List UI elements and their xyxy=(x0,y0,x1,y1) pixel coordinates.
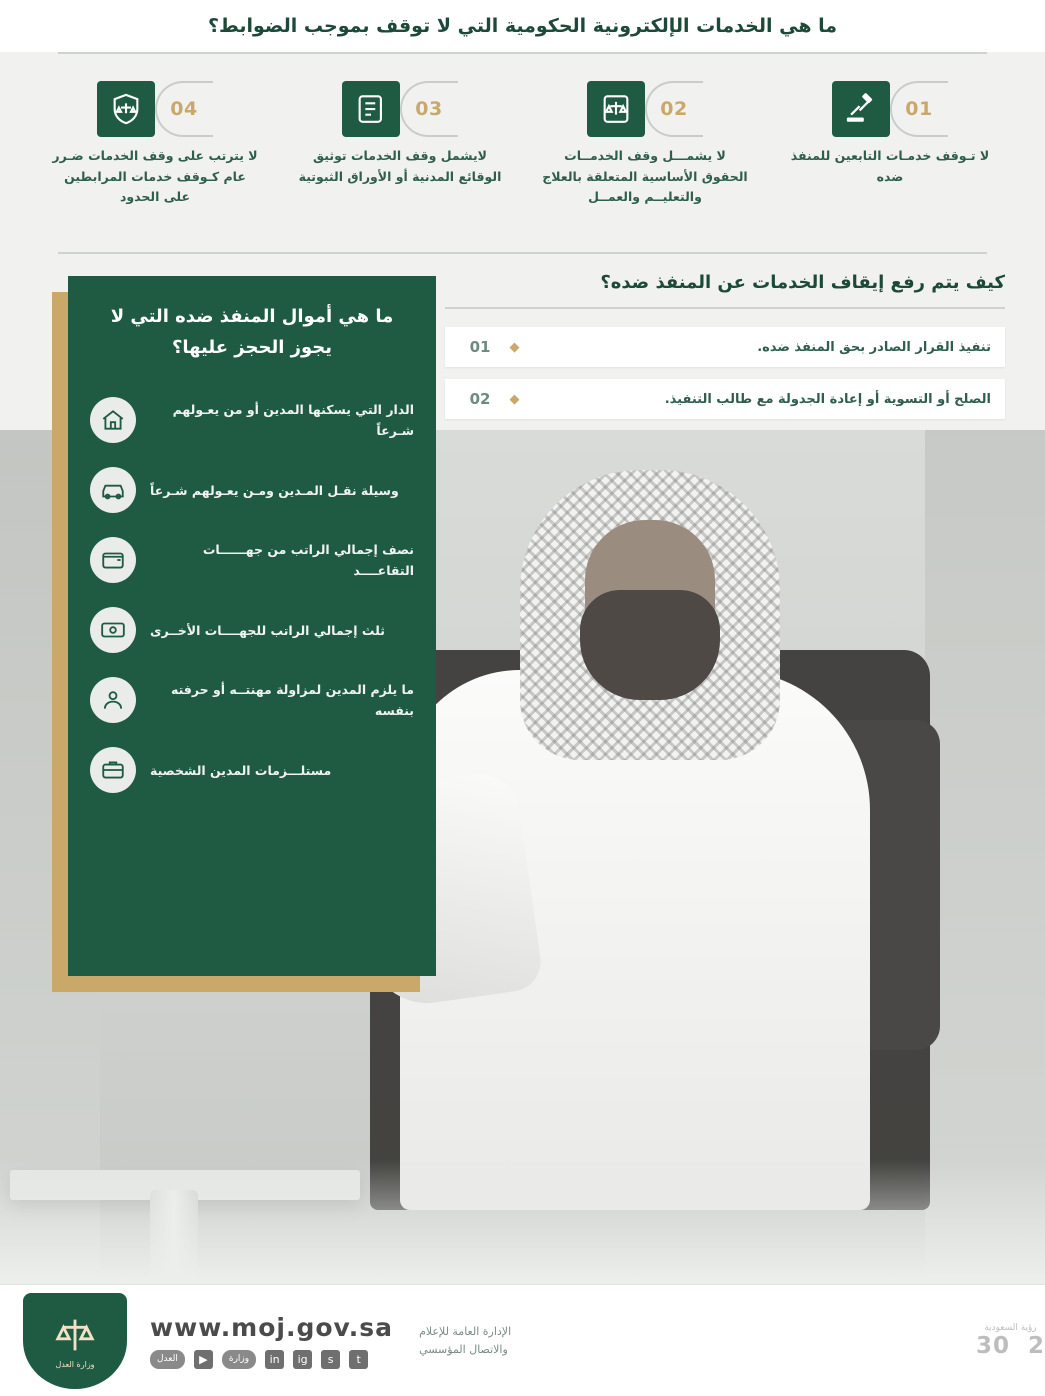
info-card-text: لا يترتب على وقف الخدمات ضـرر عام كـوقف خدمات المرابطين على الحدود xyxy=(52,148,258,205)
footer-content xyxy=(150,1313,936,1369)
footer-org-block xyxy=(419,1323,511,1358)
social-links xyxy=(150,1350,368,1369)
step-number: 01 xyxy=(469,338,491,356)
list-item-label: ثلث إجمالي الراتب للجهــــات الأخــرى xyxy=(150,622,385,638)
photo-person-beard xyxy=(580,590,720,700)
list-item-label: مستلـــزمات المدين الشخصية xyxy=(150,762,332,778)
info-card-header xyxy=(320,78,480,140)
step-item[interactable] xyxy=(445,379,1005,419)
number-arc xyxy=(400,81,458,137)
steps-title: كيف يتم رفع إيقاف الخدمات عن المنفذ ضده؟ xyxy=(600,272,1005,293)
scales-icon xyxy=(52,1312,98,1358)
youtube-icon[interactable]: ▶ xyxy=(194,1350,213,1369)
list-item xyxy=(90,467,414,513)
info-card-text: لايشمل وقف الخدمات توثيق الوقائع المدنية أو الأوراق الثبوتية xyxy=(298,148,502,184)
list-item xyxy=(90,747,414,793)
info-card-number: 03 xyxy=(415,98,443,120)
house-icon xyxy=(90,397,136,443)
list-item xyxy=(90,537,414,583)
diamond-icon: ◆ xyxy=(509,339,520,355)
emblem-label: وزارة العدل xyxy=(55,1360,95,1369)
info-card-number: 02 xyxy=(660,98,688,120)
list-item-label: نصف إجمالي الراتب من جهــــــات التقاعــــد xyxy=(202,541,414,579)
wallet-icon xyxy=(90,537,136,583)
list-item xyxy=(90,607,414,653)
shield-scales-icon xyxy=(97,81,155,137)
info-card xyxy=(40,78,270,238)
info-card-number-wrap xyxy=(400,81,458,137)
info-card-header xyxy=(565,78,725,140)
green-panel-title: ما هي أموال المنفذ ضده التي لا يجوز الحجز عليها؟ xyxy=(110,306,394,358)
section-divider xyxy=(58,252,987,254)
green-panel xyxy=(68,276,436,976)
car-icon xyxy=(90,467,136,513)
footer-website-block xyxy=(150,1313,393,1369)
info-card-number-wrap xyxy=(155,81,213,137)
briefcase-icon xyxy=(90,747,136,793)
green-panel-list xyxy=(68,397,436,793)
step-text: الصلح أو التسوية أو إعادة الجدولة مع طالب التنفيذ. xyxy=(664,391,991,407)
worker-icon xyxy=(90,677,136,723)
vision-number: 2 30 xyxy=(975,1332,1045,1359)
info-card xyxy=(530,78,760,238)
top-cards-row xyxy=(40,78,1005,238)
list-item-label: ما يلزم المدين لمزاولة مهنتــه أو حرفته بنفسه xyxy=(170,681,414,719)
gavel-icon xyxy=(832,81,890,137)
list-item xyxy=(90,397,414,443)
info-card-text: لا يشمـــل وقف الخدمــات الحقوق الأساسية المتعلقة بالعلاج والتعليــم والعمــل xyxy=(542,148,748,205)
instagram-icon[interactable]: ig xyxy=(293,1350,312,1369)
website-url[interactable]: www.moj.gov.sa xyxy=(150,1312,394,1342)
linkedin-icon[interactable]: in xyxy=(265,1350,284,1369)
info-card-number: 01 xyxy=(905,98,933,120)
info-card xyxy=(285,78,515,238)
org-line-1: الإدارة العامة للإعلام xyxy=(419,1324,512,1338)
info-card-number-wrap xyxy=(645,81,703,137)
ministry-emblem xyxy=(23,1293,127,1389)
org-line-2: والاتصال المؤسسي xyxy=(419,1342,508,1356)
page-header xyxy=(0,0,1045,52)
list-item xyxy=(90,677,414,723)
money-note-icon xyxy=(90,607,136,653)
twitter-icon[interactable]: t xyxy=(349,1350,368,1369)
step-item[interactable] xyxy=(445,327,1005,367)
vision-2030-logo xyxy=(976,1323,1045,1359)
info-card-number: 04 xyxy=(170,98,198,120)
info-card xyxy=(775,78,1005,238)
photo-bottom-fade xyxy=(0,1160,1045,1300)
info-card-header xyxy=(75,78,235,140)
number-arc xyxy=(155,81,213,137)
list-item-label: وسيلة نقـل المـدين ومـن يعـولهم شـرعاً xyxy=(150,482,399,498)
pill-icon[interactable]: العدل xyxy=(150,1350,185,1369)
scroll-icon xyxy=(342,81,400,137)
ministry-logo xyxy=(0,1285,150,1396)
info-card-text: لا تـوقف خدمـات التابعين للمنفذ ضده xyxy=(790,148,990,184)
step-text: تنفيذ القرار الصادر بحق المنفذ ضده. xyxy=(757,339,991,355)
snapchat-icon[interactable]: s xyxy=(321,1350,340,1369)
vision-label: رؤية السعودية xyxy=(984,1322,1037,1333)
list-item-label: الدار التي يسكنها المدين أو من يعـولهم شـرعاً xyxy=(172,401,414,439)
tag-icon[interactable]: وزارة xyxy=(222,1350,256,1369)
info-card-header xyxy=(810,78,970,140)
diamond-icon: ◆ xyxy=(509,391,520,407)
number-arc xyxy=(890,81,948,137)
header-divider xyxy=(58,52,987,54)
steps-divider xyxy=(445,307,1005,309)
info-card-number-wrap xyxy=(890,81,948,137)
step-number: 02 xyxy=(469,390,491,408)
footer xyxy=(0,1284,1045,1396)
number-arc xyxy=(645,81,703,137)
scales-document-icon xyxy=(587,81,645,137)
page-title: ما هي الخدمات الإلكترونية الحكومية التي لا توقف بموجب الضوابط؟ xyxy=(208,15,838,37)
